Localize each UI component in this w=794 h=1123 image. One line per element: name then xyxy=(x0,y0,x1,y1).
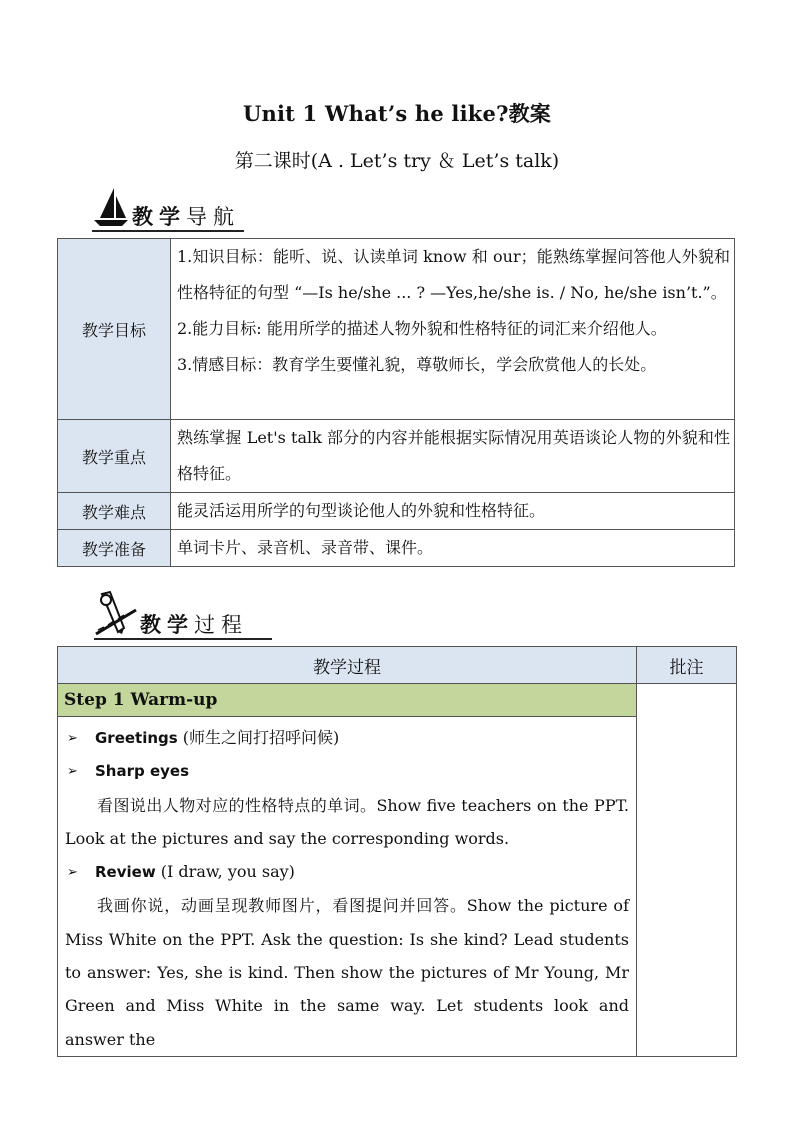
table-header-row xyxy=(58,647,737,684)
table-row xyxy=(58,530,735,567)
column-header-process: 教学过程 xyxy=(58,647,637,684)
banner-text-navigation: 教学导航 xyxy=(132,205,240,229)
teaching-navigation-table xyxy=(57,238,735,567)
list-item: ➢ Greetings (师生之间打招呼问候) xyxy=(65,721,629,755)
section-banner-navigation xyxy=(92,186,240,228)
row-label-key-points: 教学重点 xyxy=(58,420,171,493)
row-content-difficulties: 能灵活运用所学的句型谈论他人的外貌和性格特征。 xyxy=(171,493,735,530)
list-item: ➢ Review (I draw, you say) xyxy=(65,855,629,889)
row-content-preparation: 单词卡片、录音机、录音带、课件。 xyxy=(171,530,735,567)
paragraph: 看图说出人物对应的性格特点的单词。Show five teachers on the PPT. Look at the pictures and say the corresponding words. xyxy=(65,795,629,848)
table-row xyxy=(58,717,737,1057)
table-row xyxy=(58,420,735,493)
row-content-objectives: 1.知识目标：能听、说、认读单词 know 和 our；能熟练掌握问答他人外貌和性格特征的句型 “—Is he/she ... ? —Yes,he/she is. / No, he/she isn’t.”。 2.能力目标: 能用所学的描述人物外貌和性格特征的词汇来介绍他人。 3.情感目标：教育学生要懂礼貌，尊敬师长，学会欣赏他人的长处。 xyxy=(171,239,735,420)
step-body xyxy=(58,717,637,1057)
row-label-objectives: 教学目标 xyxy=(58,239,171,420)
list-item: ➢ Sharp eyes xyxy=(65,755,629,788)
table-row xyxy=(58,684,737,717)
teaching-process-table xyxy=(57,646,737,1057)
banner-text-process: 教学过程 xyxy=(140,613,248,637)
table-row xyxy=(58,493,735,530)
document-subtitle: 第二课时(A . Let’s try ＆ Let’s talk) xyxy=(234,150,560,172)
arrow-bullet-icon: ➢ xyxy=(67,730,78,746)
row-label-preparation: 教学准备 xyxy=(58,530,171,567)
column-header-notes: 批注 xyxy=(637,647,737,684)
arrow-bullet-icon: ➢ xyxy=(67,764,78,780)
section-banner-process xyxy=(94,590,248,636)
step-heading: Step 1 Warm-up xyxy=(58,684,637,717)
row-content-key-points: 熟练掌握 Let's talk 部分的内容并能根据实际情况用英语谈论人物的外貌和性格特征。 xyxy=(171,420,735,493)
arrow-bullet-icon: ➢ xyxy=(67,864,78,880)
sailboat-icon xyxy=(92,186,130,228)
table-row xyxy=(58,239,735,420)
row-label-difficulties: 教学难点 xyxy=(58,493,171,530)
notes-cell xyxy=(637,684,737,1057)
pencil-ruler-icon xyxy=(94,590,138,636)
paragraph: 我画你说，动画呈现教师图片，看图提问并回答。Show the picture of Miss White on the PPT. Ask the question: Is she kind? Lead students to answer: Yes, she is kind. Then show the pictures of Mr Young, Mr Green and Miss White in the same way. Let students look and answer the xyxy=(65,896,629,1049)
document-title: Unit 1 What’s he like?教案 xyxy=(242,101,551,126)
